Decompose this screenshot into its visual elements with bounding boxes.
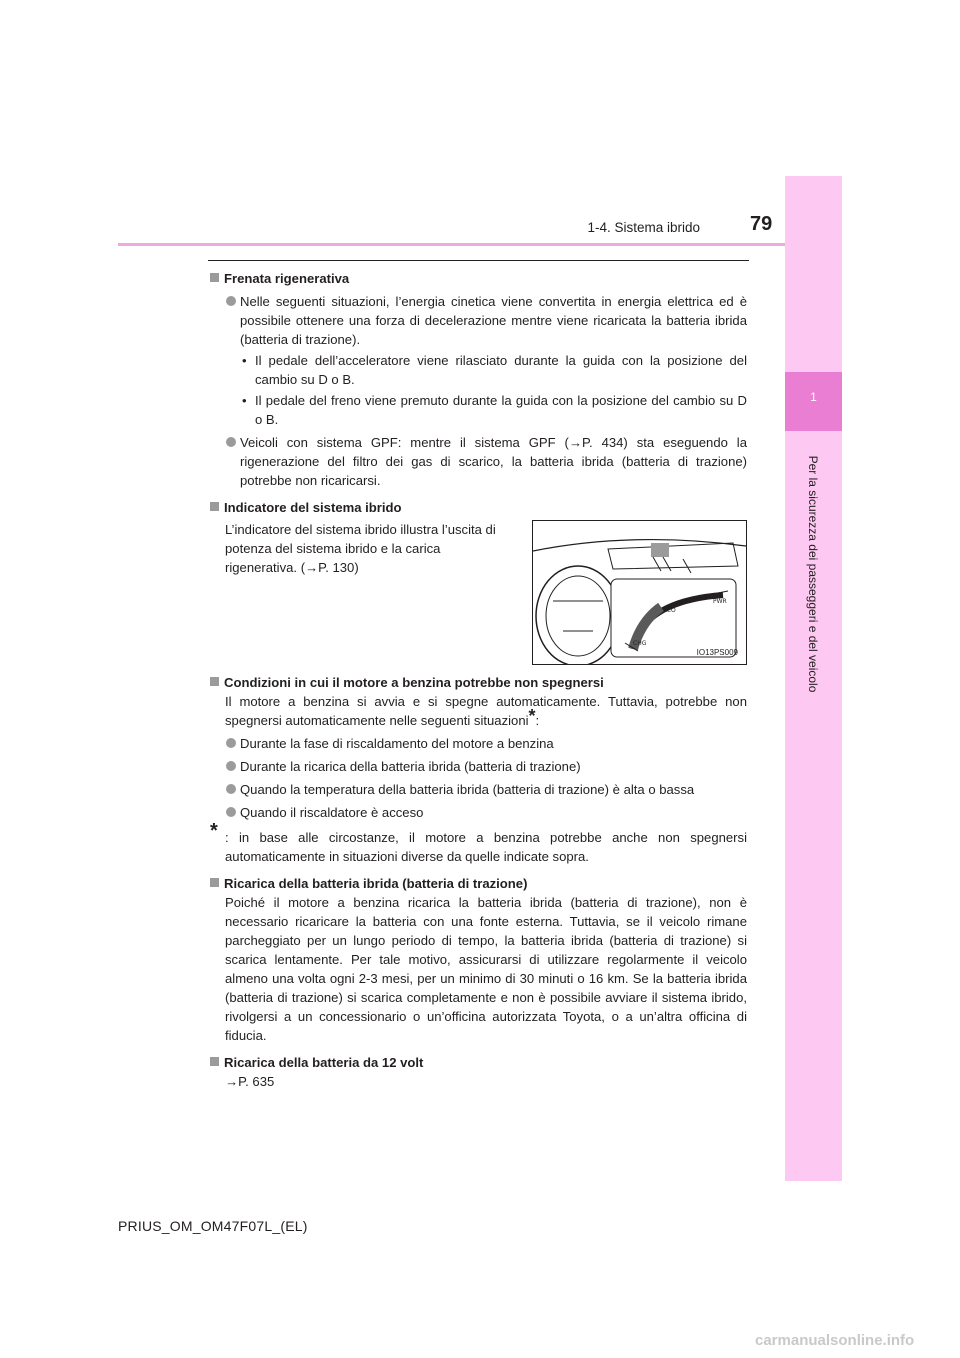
regen-bullet-2: Veicoli con sistema GPF: mentre il sistema GPF (→P. 434) sta eseguendo la rigenerazione del filtro dei gas di scarico, la batteria ibrida (batteria di trazione) potrebbe non ricaricarsi.: [225, 433, 747, 490]
hybrid-battery-text: Poiché il motore a benzina ricarica la batteria ibrida (batteria di trazione), non è necessario ricaricare la batteria con una fonte esterna. Tuttavia, se il veicolo rimane parcheggiato per un lungo periodo di tempo, la batteria ibrida (batteria di trazione) si scarica lentamente. Per tale motivo, assicurarsi di utilizzare regolarmente il veicolo almeno una volta ogni 2-3 mesi, per un minimo di 30 minuti o 16 km. Se la batteria ibrida (batteria di trazione) si scarica completamente e non è possibile avviare il sistema ibrido, rivolgersi a un concessionario o un’officina autorizzata Toyota, o a un’altra officina di fiducia.: [225, 895, 747, 1043]
engine-condition-item: Durante la fase di riscaldamento del motore a benzina: [225, 734, 747, 753]
heading-engine-conditions: Condizioni in cui il motore a benzina potrebbe non spegnersi: [210, 673, 747, 692]
page-number: 79: [750, 213, 773, 235]
chapter-title: Per la sicurezza dei passeggeri e del veicolo: [806, 455, 820, 693]
heading-12v-battery: Ricarica della batteria da 12 volt: [210, 1053, 747, 1072]
indicator-row: [210, 517, 747, 665]
engine-condition-item: Durante la ricarica della batteria ibrida (batteria di trazione): [225, 757, 747, 776]
chapter-number: 1: [810, 390, 817, 404]
indicator-description: L’indicatore del sistema ibrido illustra l’uscita di potenza del sistema ibrido e la carica rigenerativa. (→P. 130): [225, 522, 496, 575]
regen-sub-item: • Il pedale dell’acceleratore viene rilasciato durante la guida con la posizione del cambio su D o B.: [242, 353, 747, 387]
page-content: [210, 267, 747, 1091]
heading-regenerative-braking: Frenata rigenerativa: [210, 269, 747, 288]
regen-bullet-1: Nelle seguenti situazioni, l’energia cinetica viene convertita in energia elettrica ed è possibile ottenere una forza di decelerazione mentre viene ricaricata la batteria ibrida (batteria di trazione).: [225, 292, 747, 349]
asterisk-note: * : in base alle circostanze, il motore a benzina potrebbe anche non spegnersi automaticamente in situazioni diverse da quelle indicate sopra.: [210, 820, 747, 864]
top-rule: [208, 260, 749, 261]
heading-hybrid-battery-charging: Ricarica della batteria ibrida (batteria di trazione): [210, 874, 747, 893]
engine-condition-item: Quando il riscaldatore è acceso: [225, 803, 747, 822]
engine-intro: Il motore a benzina si avvia e si spegne automaticamente. Tuttavia, potrebbe non spegnersi automaticamente nelle seguenti situazioni*:: [225, 694, 747, 728]
section-title: 1-4. Sistema ibrido: [587, 220, 700, 235]
svg-text:ECO: ECO: [663, 607, 676, 614]
svg-text:PWR: PWR: [713, 598, 727, 605]
asterisk-marker: *: [528, 706, 536, 726]
regen-sub-item: • Il pedale del freno viene premuto durante la guida con la posizione del cambio su D o B.: [242, 393, 747, 427]
engine-condition-item: Quando la temperatura della batteria ibrida (batteria di trazione) è alta o bassa: [225, 780, 747, 799]
hybrid-indicator-illustration: [532, 520, 747, 665]
header-line: [118, 243, 785, 246]
watermark: carmanualsonline.info: [755, 1332, 915, 1349]
svg-text:CHG: CHG: [633, 640, 647, 647]
heading-hybrid-indicator: Indicatore del sistema ibrido: [210, 498, 747, 517]
figure-code: IO13PS009: [696, 648, 738, 657]
battery-12v-reference[interactable]: →P. 635: [225, 1074, 275, 1089]
document-code: PRIUS_OM_OM47F07L_(EL): [118, 1218, 308, 1234]
